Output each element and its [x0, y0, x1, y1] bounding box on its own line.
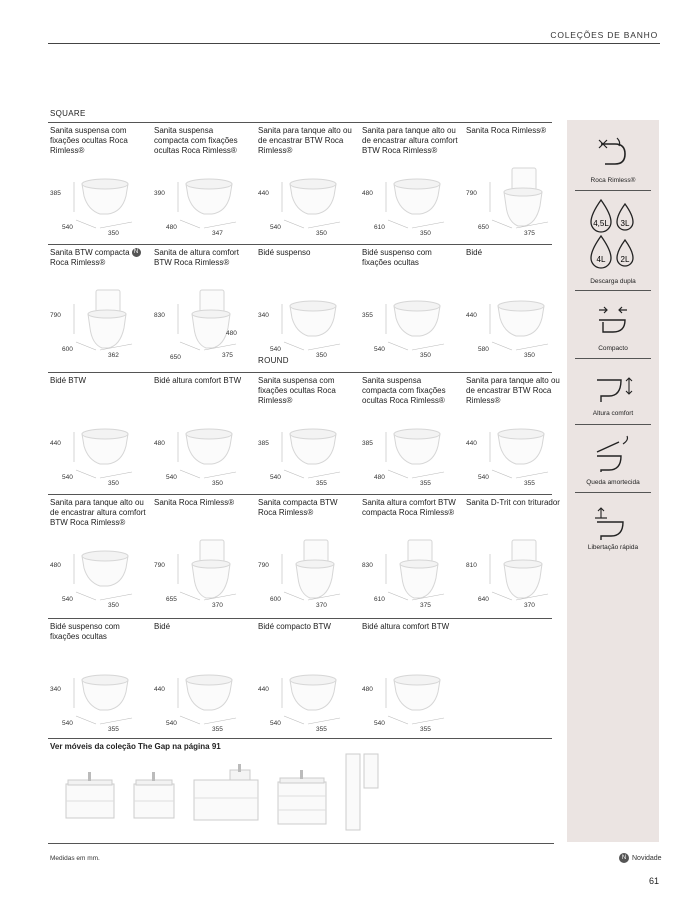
dimension-label: 350	[316, 230, 327, 237]
product-image	[278, 412, 348, 482]
dimension-label: 355	[316, 480, 327, 487]
feature-soft-close	[567, 424, 659, 492]
product-image	[486, 534, 556, 604]
product-title-text: Bidé suspenso com fixações ocultas	[362, 248, 432, 267]
dimension-label: 375	[420, 602, 431, 609]
furniture-link[interactable]: Ver móveis da coleção The Gap na página 91	[50, 742, 221, 751]
dimension-label: 350	[108, 480, 119, 487]
grid-end-divider	[48, 738, 552, 739]
product-card	[152, 248, 252, 366]
product-title	[362, 622, 458, 632]
product-image	[174, 412, 244, 482]
dimension-label: 790	[50, 312, 61, 319]
product-title	[258, 248, 354, 258]
dimension-label: 370	[524, 602, 535, 609]
product-title	[50, 248, 146, 268]
drop-label: 3L	[620, 219, 630, 228]
product-card	[256, 622, 356, 740]
dimension-label: 540	[166, 720, 177, 727]
dimension-label: 355	[420, 480, 431, 487]
product-title	[362, 498, 458, 518]
vanity-unit-image-2	[130, 768, 178, 824]
product-card	[48, 248, 148, 366]
dimension-label: 810	[466, 562, 477, 569]
dimension-label: 540	[270, 346, 281, 353]
product-title	[154, 622, 250, 632]
product-image	[174, 284, 244, 354]
dimension-label: 370	[212, 602, 223, 609]
dimension-label: 350	[420, 230, 431, 237]
dimension-label: 540	[62, 720, 73, 727]
dimension-label: 480	[166, 224, 177, 231]
vanity-unit-image-1	[62, 768, 118, 824]
dimension-label: 540	[270, 720, 281, 727]
product-title	[466, 376, 562, 406]
product-title	[50, 376, 146, 386]
dimension-label: 540	[478, 474, 489, 481]
product-card	[256, 126, 356, 244]
product-title-text: Sanita Roca Rimless®	[466, 126, 547, 135]
dimension-label: 480	[362, 686, 373, 693]
dimension-label: 340	[50, 686, 61, 693]
dimension-label: 370	[316, 602, 327, 609]
dimension-label: 650	[478, 224, 489, 231]
rimless-icon	[595, 134, 631, 168]
dimension-label: 540	[62, 224, 73, 231]
dimension-label: 355	[524, 480, 535, 487]
product-title	[258, 376, 354, 406]
product-image	[278, 534, 348, 604]
dimension-label: 355	[316, 726, 327, 733]
dimension-label: 385	[258, 440, 269, 447]
dimension-label: 830	[362, 562, 373, 569]
feature-rimless	[567, 120, 659, 190]
drop-label: 2L	[620, 255, 630, 264]
product-card	[360, 622, 460, 740]
product-title-text: Bidé suspenso com fixações ocultas	[50, 622, 120, 641]
dimension-label: 540	[374, 346, 385, 353]
product-row	[48, 618, 552, 738]
section-label-square: SQUARE	[50, 109, 86, 118]
new-badge-icon: N	[619, 853, 629, 863]
dimension-label: 350	[108, 230, 119, 237]
new-badge-icon: N	[132, 248, 141, 257]
product-image	[70, 162, 140, 232]
section-label-round: ROUND	[258, 356, 289, 365]
product-title-text: Sanita compacta BTW Roca Rimless®	[258, 498, 338, 517]
dimension-label: 540	[270, 224, 281, 231]
product-card	[152, 622, 252, 740]
quick-release-icon	[593, 506, 633, 544]
dimension-label: 390	[154, 190, 165, 197]
product-image	[70, 284, 140, 354]
dimension-label: 655	[166, 596, 177, 603]
dimension-label: 347	[212, 230, 223, 237]
dimension-label: 440	[466, 440, 477, 447]
dimension-label: 540	[62, 474, 73, 481]
product-title-text: Sanita para tanque alto ou de encastrar altura comfort BTW Roca Rimless®	[362, 126, 458, 155]
dimension-label: 480	[50, 562, 61, 569]
measurements-note: Medidas em mm.	[50, 855, 100, 862]
column-unit-image	[342, 750, 382, 834]
feature-label: Roca Rimless®	[590, 177, 636, 184]
product-title-text: Sanita suspensa com fixações ocultas Roca Rimless®	[50, 126, 128, 155]
new-legend-label: Novidade	[632, 855, 662, 862]
drop-label: 4,5L	[593, 219, 609, 228]
product-title-text: Sanita BTW compacta	[50, 248, 130, 257]
product-image	[382, 534, 452, 604]
dimension-label: 355	[108, 726, 119, 733]
product-title-text: Sanita para tanque alto ou de encastrar altura comfort BTW Roca Rimless®	[50, 498, 146, 527]
product-title-text: Sanita para tanque alto ou de encastrar BTW Roca Rimless®	[466, 376, 560, 405]
dimension-label: 385	[50, 190, 61, 197]
product-title	[362, 376, 458, 406]
product-title	[362, 248, 458, 268]
dimension-label: 480	[374, 474, 385, 481]
product-title	[362, 126, 458, 156]
product-image	[70, 534, 140, 604]
soft-close-icon	[593, 434, 635, 474]
product-title	[50, 498, 146, 528]
dimension-label: 362	[108, 352, 119, 359]
page-number: 61	[649, 876, 660, 886]
section-title: COLEÇÕES DE BANHO	[550, 30, 658, 40]
dimension-label: 540	[166, 474, 177, 481]
product-title-text: Bidé	[154, 622, 171, 631]
feature-dual-flush	[567, 190, 659, 290]
feature-quick-release	[567, 492, 659, 560]
compact-icon	[595, 304, 631, 338]
product-row	[48, 372, 560, 492]
product-image	[382, 658, 452, 728]
product-title-text: Bidé altura comfort BTW	[154, 376, 242, 385]
dimension-label: 610	[374, 596, 385, 603]
product-card	[464, 248, 564, 366]
dimension-label: 350	[316, 352, 327, 359]
dimension-label: 480	[362, 190, 373, 197]
dimension-label: 790	[258, 562, 269, 569]
dimension-label: 350	[108, 602, 119, 609]
dimension-label: 600	[62, 346, 73, 353]
product-title	[466, 126, 562, 136]
dimension-label: 355	[362, 312, 373, 319]
dimension-label: 385	[362, 440, 373, 447]
dimension-label: 650	[170, 354, 181, 361]
product-title	[154, 126, 250, 156]
product-card	[464, 498, 564, 616]
feature-label: Libertação rápida	[587, 544, 639, 551]
product-title-text: Bidé compacto BTW	[258, 622, 331, 631]
product-title	[466, 498, 562, 508]
product-card	[360, 248, 460, 366]
dimension-label: 355	[212, 726, 223, 733]
vanity-unit-image-3	[190, 762, 262, 826]
product-title-text: Sanita suspensa compacta com fixações ocultas Roca Rimless®	[154, 126, 238, 155]
dimension-label: 375	[524, 230, 535, 237]
dimension-label: 440	[154, 686, 165, 693]
comfort-height-icon	[595, 374, 635, 406]
product-title-text: Sanita para tanque alto ou de encastrar BTW Roca Rimless®	[258, 126, 352, 155]
feature-label: Altura comfort	[592, 410, 634, 417]
product-title-text: Sanita suspensa compacta com fixações ocultas Roca Rimless®	[362, 376, 446, 405]
product-card	[48, 498, 148, 616]
dimension-label: 375	[222, 352, 233, 359]
product-image	[70, 658, 140, 728]
product-card	[360, 126, 460, 244]
dimension-label: 340	[258, 312, 269, 319]
product-card	[256, 376, 356, 494]
dimension-label: 440	[258, 190, 269, 197]
vanity-unit-image-4	[274, 766, 330, 828]
page-header	[48, 30, 660, 44]
product-title-text: Bidé	[466, 248, 483, 257]
dimension-label: 640	[478, 596, 489, 603]
product-row	[48, 244, 552, 364]
product-card	[360, 498, 460, 616]
dimension-label: 350	[420, 352, 431, 359]
product-card	[256, 248, 356, 366]
dimension-label: 610	[374, 224, 385, 231]
product-title-text: Bidé suspenso	[258, 248, 311, 257]
dimension-label: 350	[212, 480, 223, 487]
product-card	[360, 376, 460, 494]
product-image	[70, 412, 140, 482]
dual-flush-icon	[589, 198, 639, 278]
dimension-label: 350	[524, 352, 535, 359]
product-image	[278, 162, 348, 232]
product-image	[486, 162, 556, 232]
feature-comfort-height	[567, 358, 659, 424]
footer-divider	[48, 843, 554, 844]
dimension-label: 540	[374, 720, 385, 727]
product-image	[486, 412, 556, 482]
dimension-label: 790	[466, 190, 477, 197]
dimension-label: 600	[270, 596, 281, 603]
product-title-text: Sanita altura comfort BTW compacta Roca Rimless®	[362, 498, 456, 517]
product-image	[382, 412, 452, 482]
product-card	[48, 622, 148, 740]
product-card	[152, 126, 252, 244]
product-title	[154, 248, 250, 268]
dimension-label: 440	[466, 312, 477, 319]
dimension-label: 580	[478, 346, 489, 353]
product-title	[258, 622, 354, 632]
features-sidebar	[567, 120, 659, 842]
product-row	[48, 122, 552, 242]
feature-label: Descarga dupla	[590, 278, 636, 285]
dimension-label: 440	[258, 686, 269, 693]
dimension-label: 480	[226, 330, 237, 337]
product-title	[50, 622, 146, 642]
product-image	[382, 284, 452, 354]
feature-label: Compacto	[598, 345, 628, 352]
product-title	[154, 376, 250, 386]
product-image	[174, 162, 244, 232]
drop-label: 4L	[596, 255, 606, 264]
product-image	[382, 162, 452, 232]
product-card	[152, 498, 252, 616]
product-title-text: Sanita de altura comfort BTW Roca Rimless®	[154, 248, 239, 267]
product-title	[50, 126, 146, 156]
dimension-label: 540	[62, 596, 73, 603]
product-title-text: Bidé BTW	[50, 376, 87, 385]
dimension-label: 480	[154, 440, 165, 447]
dimension-label: 355	[420, 726, 431, 733]
product-title	[466, 248, 562, 258]
product-title	[154, 498, 250, 508]
product-row	[48, 494, 560, 614]
product-title-text: Sanita suspensa com fixações ocultas Roca Rimless®	[258, 376, 336, 405]
product-image	[278, 658, 348, 728]
product-card	[48, 376, 148, 494]
product-title	[258, 126, 354, 156]
dimension-label: 440	[50, 440, 61, 447]
feature-label: Queda amortecida	[586, 479, 640, 486]
product-image	[174, 658, 244, 728]
dimension-label: 540	[270, 474, 281, 481]
product-title-text: Sanita Roca Rimless®	[154, 498, 235, 507]
product-card	[464, 126, 564, 244]
product-title-text: Sanita D-Trit con triturador	[466, 498, 560, 507]
feature-compact	[567, 290, 659, 358]
product-image	[486, 284, 556, 354]
product-title	[258, 498, 354, 518]
product-card	[464, 376, 564, 494]
product-card	[48, 126, 148, 244]
product-image	[174, 534, 244, 604]
dimension-label: 790	[154, 562, 165, 569]
dimension-label: 830	[154, 312, 165, 319]
product-image	[278, 284, 348, 354]
product-card	[256, 498, 356, 616]
product-title-text: Bidé altura comfort BTW	[362, 622, 450, 631]
product-title-text: Roca Rimless®	[50, 258, 106, 267]
product-card	[152, 376, 252, 494]
